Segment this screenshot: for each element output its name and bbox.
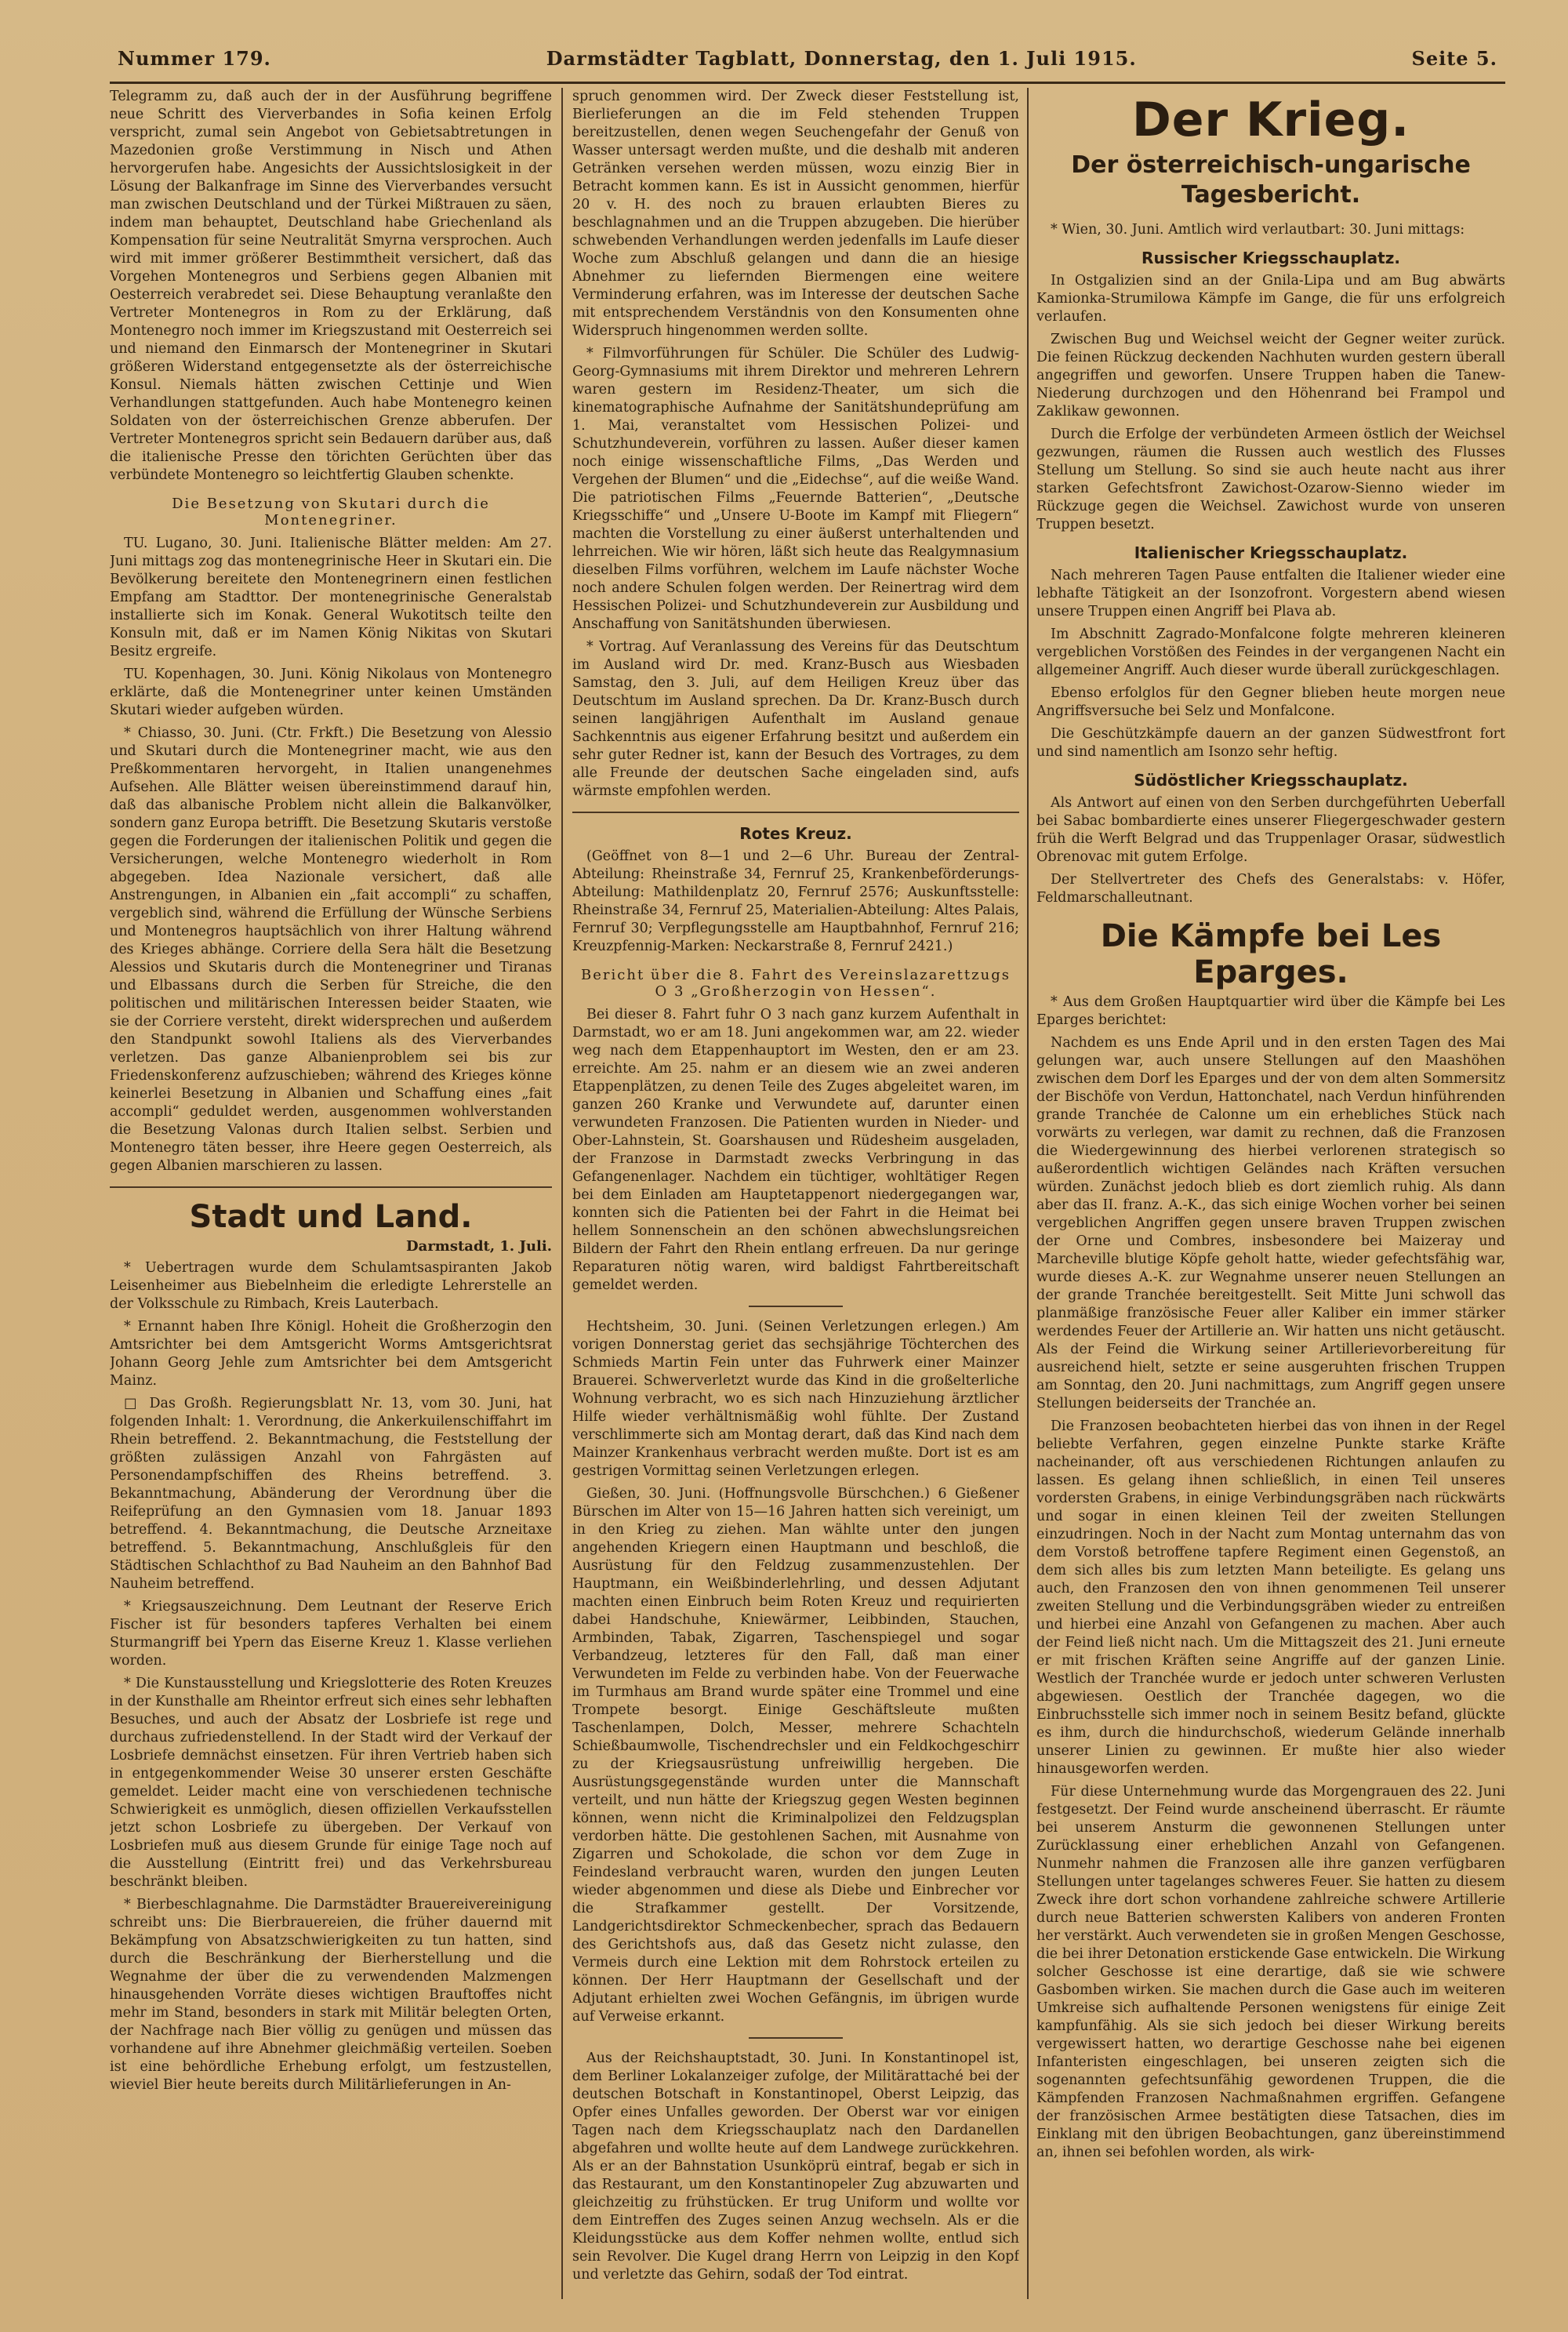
article-text: Durch die Erfolge der verbündeten Armeen östlich der Weichsel gezwungen, räumen die Russen auch westlich des Flusses Stellung um Stellung. So sind sie auch heute nacht aus ihrer starken Gefechtsfront Zawichost-Ozarow-Sienno wieder im Rückzuge gegen die Weichsel. Zawichost wurde von unseren Truppen besetzt. bbox=[1036, 427, 1505, 532]
article-text: Für diese Unternehmung wurde das Morgengrauen des 22. Juni festgesetzt. Der Feind wurde anscheinend überrascht. Er räumte bei unserem Ansturm die gewonnenen Stellungen unter Zurücklassung einer erheblichen Anzahl von Gefangenen. Nunmehr nahmen die Franzosen alle ihre ganzen verfügbaren Stellungen unter tagelanges schweres Feuer. Sie hatten zu diesem Zweck ihre dort schon vorhandene zahlreiche schwere Artillerie durch neue Batterien schwersten Kalibers von anderen Fronten her verstärkt. Auch verwendeten sie in großen Mengen Geschosse, die bei ihrer Detonation erstickende Gase entwickeln. Die Wirkung solcher Geschosse ist eine derartige, daß sie wie schwere Gasbomben wirken. Sie machen durch die Gase auch im weiteren Umkreise sich aufhaltende Personen wenigstens für einige Zeit kampfunfähig. Als sie sich jedoch bei dieser Wirkung bereits vergewissert hatten, wo derartige Geschosse nahe bei eigenen Infanteristen eingeschlagen, bei unseren zeigten sich die sogenannten gefechtsunfähig gewordenen Truppen, die die Kämpfenden Franzosen Nachmaßnahmen ergriffen. Gefangene der französischen Armee bestätigten diese Tatsachen, dies im Einklang mit den übrigen Beobachtungen, ganz übereinstimmend an, ihnen sei befohlen worden, als wirk- bbox=[1036, 1784, 1505, 2160]
section-heading: Rotes Kreuz. bbox=[739, 824, 852, 843]
article-text: Ebenso erfolglos für den Gegner blieben heute morgen neue Angriffsversuche bei Selz und Monfalcone. bbox=[1036, 685, 1505, 719]
section-heading: Russischer Kriegsschauplatz. bbox=[1142, 249, 1400, 267]
article-text: Zwischen Bug und Weichsel weicht der Gegner weiter zurück. Die feinen Rückzug deckenden Nachhuten wurden gestern überall angegriffen und geworfen. Unsere Truppen haben die Tanew-Niederung durchzogen und den Höhenrand bei Frampol und Zaklikaw gewonnen. bbox=[1036, 332, 1505, 420]
article-text: □ Das Großh. Regierungsblatt Nr. 13, vom 30. Juni, hat folgenden Inhalt: 1. Verordnung, die Ankerkuilenschiffahrt im Rhein betreffend. 2. Bekanntmachung, die Feststellung der größten zulässigen Anzahl von Fahrgästen auf Personendampfschiffen des Rheins betreffend. 3. Bekanntmachung, Abänderung der Verordnung über die Reifeprüfung an den Gymnasien vom 18. Januar 1893 betreffend. 4. Bekanntmachung, die Deutsche Arzneitaxe betreffend. 5. Bekanntmachung, Anschlußgleis für den Städtischen Schlachthof zu Bad Nauheim an den Bahnhof Bad Nauheim betreffend. bbox=[110, 1396, 552, 1592]
article-text: * Filmvorführungen für Schüler. Die Schüler des Ludwig-Georg-Gymnasiums mit ihrem Direktor und mehreren Lehrern waren gestern im Residenz-Theater, um sich die kinematographische Aufnahme der Sanitätshundeprüfung am 1. Mai, veranstaltet vom Hessischen Polizei- und Schutzhundeverein, vorführen zu lassen. Außer dieser kamen noch einige wissenschaftliche Films, „Das Werden und Vergehen der Blumen“ und die „Eidechse“, auf die weiße Wand. Die patriotischen Films „Feuernde Batterien“, „Deutsche Kriegsschiffe“ und „Unsere U-Boote im Kampf mit Fliegern“ machten die Vorstellung zu einer äußerst unterhaltenden und lehrreichen. Wie wir hören, läßt sich heute das Realgymnasium dieselben Films vorführen, welchem im Laufe nächster Woche noch andere Schulen folgen werden. Der Reinertrag wird dem Hessischen Polizei- und Schutzhundeverein zur Ausbildung und Anschaffung von Sanitätshunden überwiesen. bbox=[572, 346, 1019, 632]
article-text: Bei dieser 8. Fahrt fuhr O 3 nach ganz kurzem Aufenthalt in Darmstadt, wo er am 18. Juni angekommen war, am 22. wieder weg nach dem Etappenhauptort im Westen, den er am 23. erreichte. Am 25. nahm er an diesem wie an zwei anderen Etappenplätzen, zu denen Teile des Zuges abgeleitet waren, im ganzen 260 Kranke und Verwundete auf, darunter einen verwundeten Franzosen. Die Patienten wurden in Nieder- und Ober-Lahnstein, St. Goarshausen und Rüdesheim ausgeladen, der Franzose in Darmstadt zwecks Verbringung in das Gefangenenlager. Nachdem ein tüchtiger, wohltätiger Regen bei dem Einladen am Hauptetappenort niedergegangen war, konnten sich die Patienten bei der Fahrt in die Heimat bei hellem Sonnenschein an den schönen abwechslungsreichen Bildern der Fahrt den Rhein entlang erfreuen. Da nur geringe Reparaturen nötig waren, wird baldigst Fahrtbereitschaft gemeldet werden. bbox=[572, 1007, 1019, 1293]
short-separator bbox=[749, 1306, 843, 1307]
column-divider bbox=[1027, 88, 1029, 2299]
article-text: * Die Kunstausstellung und Kriegslotterie des Roten Kreuzes in der Kunsthalle am Rheintor erfreut sich eines sehr lebhaften Besuches, und auch der Absatz der Losbriefe ist rege und durchaus zufriedenstellend. In der Stadt wird der Verkauf der Losbriefe demnächst einsetzen. Für ihren Vertrieb haben sich in entgegenkommender Weise 30 unserer ersten Geschäfte gemeldet. Leider macht eine von verschiedenen technische Schwierigkeit es unmöglich, diesen offiziellen Verkaufsstellen jetzt schon Losbriefe zu übergeben. Der Verkauf von Losbriefen muß aus diesem Grunde für einige Tage noch auf die Ausstellung (Eintritt frei) und das Verkehrsbureau beschränkt bleiben. bbox=[110, 1676, 552, 1890]
article-text: Im Abschnitt Zagrado-Monfalcone folgte mehreren kleineren vergeblichen Vorstößen des Feindes in der vergangenen Nacht ein allgemeiner Angriff. Auch dieser wurde überall zurückgeschlagen. bbox=[1036, 627, 1505, 678]
column-1 bbox=[110, 88, 552, 2299]
section-separator bbox=[110, 1186, 552, 1188]
header-rule bbox=[110, 82, 1505, 84]
section-separator bbox=[572, 812, 1019, 813]
article-text: Die Franzosen beobachteten hierbei das von ihnen in der Regel beliebte Verfahren, gegen einzelne Punkte starke Kräfte nacheinander, oft aus verschiedenen Richtungen anlaufen zu lassen. Es gelang ihnen schließlich, in einen Teil unseres vordersten Grabens, in einige Verbindungsgräben nach rückwärts und sogar in einen kleinen Teil der zweiten Stellungen einzudringen. Noch in der Nacht zum Montag unternahm das von dem Vorstoß betroffene tapfere Regiment einen Gegenstoß, an dem sich alles bis zum letzten Mann beteiligte. Es gelang uns auch, den Franzosen den von ihnen genommenen Teil unserer zweiten Stellung und die Verbindungsgräben wieder zu entreißen und hierbei eine Anzahl von Gefangenen zu machen. Aber auch der Feind ließ nicht nach. Um die Mittagszeit des 21. Juni erneute er mit frischen Kräften seine Angriffe auf der ganzen Linie. Westlich der Tranchée wurde er jedoch unter schweren Verlusten abgewiesen. Oestlich der Tranchée dagegen, wo die Einbruchsstelle sich immer noch in seinem Besitz befand, glückte es ihm, durch die hindurchschoß, wiederum Gelände innerhalb unserer Linien zu gewinnen. Er mußte hier also wieder hinausgeworfen werden. bbox=[1036, 1418, 1505, 1777]
article-text: Nachdem es uns Ende April und in den ersten Tagen des Mai gelungen war, auch unsere Stellungen auf den Maashöhen zwischen dem Dorf les Eparges und der von dem alten Sommersitz der Bischöfe von Verdun, Hattonchatel, nach Verdun hinführenden grande Tranchée de Calonne um ein erhebliches Stück nach vorwärts zu verlegen, war damit zu rechnen, daß die Franzosen die Wiedergewinnung des hierbei verlorenen strategisch so außerordentlich wichtigen Geländes nach Kräften versuchen würden. Zunächst jedoch blieb es dort ziemlich ruhig. Als dann aber das II. franz. A.-K., das sich einige Wochen vorher bei seinen vergeblichen Angriffen gegen unsere braven Truppen zwischen der Orne und Combres, insbesondere bei Maizeray und Marcheville blutige Köpfe geholt hatte, wieder gefechtsfähig war, wurde dieses A.-K. zur Wegnahme unserer neuen Stellungen an der grande Tranchée bereitgestellt. Seit Mitte Juni schwoll das planmäßige französische Feuer aller Kaliber ein immer stärker werdendes Feuer der Artillerie an. Wir hatten uns nicht getäuscht. Als der Feind die Wirkung seiner Artillerievorbereitung für ausreichend hielt, setzte er seine ausgeruhten frischen Truppen am Sonntag, den 20. Juni nachmittags, zum Angriff gegen unsere Stellungen beiderseits der Tranchée an. bbox=[1036, 1035, 1505, 1411]
masthead bbox=[118, 47, 1497, 78]
article-text: (Geöffnet von 8—1 und 2—6 Uhr. Bureau der Zentral-Abteilung: Rheinstraße 34, Fernruf 25, Krankenbeförderungs-Abteilung: Mathildenplatz 20, Fernruf 2576; Auskunftsstelle: Rheinstraße 34, Fernruf 25, Materialien-Abteilung: Altes Palais, Fernruf 30; Verpflegungsstelle am Hauptbahnhof, Fernruf 216; Kreuzpfennig-Marken: Neckarstraße 8, Fernruf 2421.) bbox=[572, 848, 1019, 954]
column-divider bbox=[561, 88, 563, 2299]
article-text: Gießen, 30. Juni. (Hoffnungsvolle Bürschchen.) 6 Gießener Bürschen im Alter von 15—16 Jahren hatten sich vereinigt, um in den Krieg zu ziehen. Man wählte unter den jungen angehenden Kriegern einen Hauptmann und beschloß, die Ausrüstung für den Feldzug zusammenzustehlen. Der Hauptmann, ein Weißbinderlehrling, und dessen Adjutant machten einen Einbruch beim Roten Kreuz und requirierten dabei Handschuhe, Kniewärmer, Leibbinden, Stauchen, Armbinden, Tabak, Zigarren, Taschenspiegel und sogar Verbandzeug, letzteres für den Fall, daß man einer Verwundeten im Felde zu verbinden habe. Von der Feuerwache im Turmhaus am Brand wurde später eine Trommel und eine Trompete besorgt. Einige Geschäftsleute mußten Taschenlampen, Dolch, Messer, mehrere Schachteln Schießbaumwolle, Tischendrechsler und ein Feldkochgeschirr zu der Kriegsausrüstung unfreiwillig hergeben. Die Ausrüstungsgegenstände wurden unter die Mannschaft verteilt, und nun hätte der Kriegszug gegen Westen beginnen können, wenn nicht die Kriminalpolizei den Feldzugsplan verdorben hätte. Die gestohlenen Sachen, mit Ausnahme von Zigarren und Schokolade, die schon vor dem Zuge in Feindesland verbraucht waren, wurden den jungen Leuten wieder abgenommen und diese als Diebe und Einbrecher vor die Strafkammer gestellt. Der Vorsitzende, Landgerichtsdirektor Schmeckenbecher, sprach das Bedauern des Gerichtshofs aus, daß das Gesetz nicht zulasse, den Vermeis durch eine Lektion mit dem Rohrstock erteilen zu können. Der Herr Hauptmann der Gesellschaft und der Adjutant erhielten zwei Wochen Gefängnis, im übrigen wurde auf Verweise erkannt. bbox=[572, 1486, 1019, 2025]
article-text: * Aus dem Großen Hauptquartier wird über die Kämpfe bei Les Eparges berichtet: bbox=[1036, 994, 1505, 1028]
article-text: Telegramm zu, daß auch der in der Ausführung begriffene neue Schritt des Vierverbandes in Sofia keinen Erfolg verspricht, zumal sein Angebot von Gebietsabtretungen in Mazedonien große Verstimmung in Nisch und Athen hervorgerufen habe. Angesichts der Aussichtslosigkeit in der Lösung der Balkanfrage im Sinne des Vierverbandes versucht man zwischen Deutschland und der Türkei Mißtrauen zu säen, indem man behauptet, Deutschland habe Griechenland als Kompensation für seine Neutralität Smyrna versprochen. Auch wird mit immer größerer Bestimmtheit versichert, daß das Vorgehen Montenegros und Serbiens gegen Albanien mit Oesterreich verabredet sei. Diese Behauptung veranlaßte den Vertreter Montenegros in Rom zu der Erklärung, daß Montenegro noch immer im Kriegszustand mit Oesterreich sei und niemand den Einmarsch der Montenegriner in Skutari größeren Widerstand entgegensetzte als der österreichische Konsul. Niemals hätten zwischen Cettinje und Wien Verhandlungen stattgefunden. Auch habe Montenegro keinen Soldaten von der österreichischen Grenze abberufen. Der Vertreter Montenegros spricht sein Bedauern darüber aus, daß die italienische Presse den törichten Gerüchten über das verbündete Montenegro so leichtfertig Glauben schenkte. bbox=[110, 89, 552, 483]
article-text: TU. Lugano, 30. Juni. Italienische Blätter melden: Am 27. Juni mittags zog das montenegrinische Heer in Skutari ein. Die Bevölkerung bereitete den Montenegrinern einen festlichen Empfang am Stadttor. Der montenegrinische Generalstab installierte sich im Konak. General Wukotitsch teilte den Konsuln mit, daß er im Namen König Nikitas von Skutari Besitz ergreife. bbox=[110, 536, 552, 659]
article-text: * Ernannt haben Ihre Königl. Hoheit die Großherzogin den Amtsrichter bei dem Amtsgericht Worms Amtsgerichtsrat Johann Georg Jehle zum Amtsrichter bei dem Amtsgericht Mainz. bbox=[110, 1319, 552, 1389]
article-subheading: Bericht über die 8. Fahrt des Vereinslazarettzugs O 3 „Großherzogin von Hessen“. bbox=[581, 967, 1011, 1000]
dateline: Darmstadt, 1. Juli. bbox=[406, 1238, 552, 1255]
article-text: Die Geschützkämpfe dauern an der ganzen Südwestfront fort und sind namentlich am Isonzo sehr heftig. bbox=[1036, 726, 1505, 760]
column-3 bbox=[1036, 88, 1505, 2299]
article-text: spruch genommen wird. Der Zweck dieser Feststellung ist, Bierlieferungen an die im Feld stehenden Truppen bereitzustellen, denen wegen Seuchengefahr der Genuß von Wasser untersagt werden mußte, und die deshalb mit anderen Getränken versehen werden müssen, wozu einzig Bier in Betracht kommen kann. Es ist in Aussicht genommen, hierfür 20 v. H. des noch zu brauen erlaubten Bieres zu beschlagnahmen und an die Truppen abzugeben. Die hierüber schwebenden Verhandlungen werden jedenfalls im Laufe dieser Woche zum Abschluß gelangen und dann die an hiesige Abnehmer zu liefernden Biermengen eine weitere Verminderung erfahren, was im Interesse der deutschen Sache mit entsprechendem Verständnis von den Konsumenten ohne Widerspruch hingenommen werden sollte. bbox=[572, 89, 1019, 339]
page-number: Seite 5. bbox=[1411, 47, 1497, 70]
article-text: * Bierbeschlagnahme. Die Darmstädter Brauereivereinigung schreibt uns: Die Bierbrauereien, die früher dauernd mit Bekämpfung von Absatzschwierigkeiten zu tun hatten, sind durch die Beschränkung der Bierherstellung und die Wegnahme der über die zu verwendenden Malzmengen hinausgehenden Vorräte dieses wichtigen Brauftoffes nicht mehr im Stand, besonders in stark mit Militär belegten Orten, der Nachfrage nach Bier völlig zu genügen und müssen das vorhandene auf ihre Abnehmer gleichmäßig verteilen. Soeben ist eine behördliche Erhebung erfolgt, um festzustellen, wieviel Bier heute bereits durch Militärlieferungen in An- bbox=[110, 1897, 552, 2093]
article-text: TU. Kopenhagen, 30. Juni. König Nikolaus von Montenegro erklärte, daß die Montenegriner unter keinen Umständen Skutari wieder aufgeben würden. bbox=[110, 667, 552, 718]
article-text: Aus der Reichshauptstadt, 30. Juni. In Konstantinopel ist, dem Berliner Lokalanzeiger zufolge, der Militärattaché bei der deutschen Botschaft in Konstantinopel, Oberst Leipzig, das Opfer eines Unfalles geworden. Der Oberst war vor einigen Tagen nach dem Kriegsschauplatz nach den Dardanellen abgefahren und wollte heute auf dem Landwege zurückkehren. Als er an der Bahnstation Usunköprü eintraf, begab er sich in das Restaurant, um den Konstantinopeler Zug abzuwarten und gleichzeitig zu frühstücken. Er trug Uniform und wollte vor dem Eintreffen des Zuges seinen Anzug wechseln. Als er die Kleidungsstücke aus dem Koffer nehmen wollte, entlud sich sein Revolver. Die Kugel drang Herrn von Leipzig in den Kopf und verletzte das Gehirn, sodaß der Tod eintrat. bbox=[572, 2050, 1019, 2283]
article-title: Die Kämpfe bei Les Eparges. bbox=[1100, 918, 1442, 990]
section-heading: Italienischer Kriegsschauplatz. bbox=[1134, 543, 1408, 562]
article-text: * Chiasso, 30. Juni. (Ctr. Frkft.) Die Besetzung von Alessio und Skutari durch die Montenegriner macht, wie aus den Preßkommentaren hervorgeht, in Italien unangenehmes Aufsehen. Alle Blätter weisen übereinstimmend darauf hin, daß das albanische Problem nicht allein die Balkanvölker, sondern ganz Europa betrifft. Die Besetzung Skutaris verstoße gegen die Forderungen der italienischen Politik und gegen die Versicherungen, welche Montenegro wiederholt in Rom abgegeben. Idea Nazionale versichert, daß alle Anstrengungen, in Albanien ein „fait accompli“ zu schaffen, vergeblich sind, während die Erfüllung der Wünsche Serbiens und Montenegros hauptsächlich von ihrer Haltung während des Krieges abhänge. Corriere della Sera hält die Besetzung Alessios und Skutaris durch die Montenegriner und Tiranas und Elbassans durch die Serben für Streiche, die den politischen und militärischen Interessen beider Staaten, wie sie der Corriere versteht, direkt widersprechen und außerdem den Standpunkt sowohl Italiens als des Vierverbandes verletzen. Das ganze Albanienproblem sei bis zur Friedenskonferenz aufzuschieben; während des Krieges könne keinerlei Besetzung in Albanien und Schaffung eines „fait accompli“ geduldet werden, ausgenommen wohlverstanden die Besetzung Valonas durch Italien selbst. Serbien und Montenegro täten besser, ihre Heere gegen Oesterreich, als gegen Albanien marschieren zu lassen. bbox=[110, 725, 552, 1174]
short-separator bbox=[749, 2037, 843, 2039]
issue-number: Nummer 179. bbox=[118, 47, 271, 70]
article-text: Nach mehreren Tagen Pause entfalten die Italiener wieder eine lebhafte Tätigkeit an der Isonzofront. Vorgestern abend wiesen unsere Truppen einen Angriff bei Plava ab. bbox=[1036, 568, 1505, 619]
section-heading: Südöstlicher Kriegsschauplatz. bbox=[1134, 771, 1408, 790]
article-text: Hechtsheim, 30. Juni. (Seinen Verletzungen erlegen.) Am vorigen Donnerstag geriet das sechsjährige Töchterchen des Schmieds Martin Fein unter das Fuhrwerk einer Mainzer Brauerei. Schwerverletzt wurde das Kind in die großelterliche Wohnung verbracht, wo es sich nach Hinzuziehung ärztlicher Hilfe wieder verhältnismäßig wohl fühlte. Der Zustand verschlimmerte sich am Montag derart, daß das Kind nach dem Mainzer Krankenhaus verbracht werden mußte. Dort ist es am gestrigen Vormittag seinen Verletzungen erlegen. bbox=[572, 1319, 1019, 1479]
article-text: * Vortrag. Auf Veranlassung des Vereins für das Deutschtum im Ausland wird Dr. med. Kranz-Busch aus Wiesbaden Samstag, den 3. Juli, auf dem Heiligen Kreuz über das Deutschtum im Ausland sprechen. Da Dr. Kranz-Busch durch seinen langjährigen Aufenthalt im Ausland genaue Sachkenntnis aus eigener Erfahrung besitzt und außerdem ein sehr guter Redner ist, kann der Besuch des Vortrages, zu dem alle Freunde der deutschen Sache eingeladen sind, aufs wärmste empfohlen werden. bbox=[572, 639, 1019, 799]
war-report-title: Der österreichisch-ungarische Tagesbericht. bbox=[1071, 151, 1471, 209]
article-text: * Kriegsauszeichnung. Dem Leutnant der Reserve Erich Fischer ist für besonders tapferes Verhalten bei einem Sturmangriff bei Ypern das Eiserne Kreuz 1. Klasse verliehen worden. bbox=[110, 1599, 552, 1669]
article-signature: Der Stellvertreter des Chefs des Generalstabs: v. Höfer, Feldmarschalleutnant. bbox=[1036, 872, 1505, 906]
war-section-title: Der Krieg. bbox=[1131, 93, 1410, 147]
article-text: In Ostgalizien sind an der Gnila-Lipa und am Bug abwärts Kamionka-Strumilowa Kämpfe im Gange, die für uns erfolgreich verlaufen. bbox=[1036, 273, 1505, 325]
article-subheading: Die Besetzung von Skutari durch die Montenegriner. bbox=[172, 496, 490, 529]
article-text: * Uebertragen wurde dem Schulamtsaspiranten Jakob Leisenheimer aus Biebelnheim die erledigte Lehrerstelle an der Volksschule zu Rimbach, Kreis Lauterbach. bbox=[110, 1260, 552, 1312]
article-text: * Wien, 30. Juni. Amtlich wird verlautbart: 30. Juni mittags: bbox=[1051, 222, 1465, 238]
newspaper-title: Darmstädter Tagblatt, Donnerstag, den 1. Juli 1915. bbox=[546, 47, 1137, 70]
section-title: Stadt und Land. bbox=[189, 1199, 473, 1235]
column-2 bbox=[572, 88, 1019, 2299]
article-text: Als Antwort auf einen von den Serben durchgeführten Ueberfall bei Sabac bombardierte eines unserer Fliegergeschwader gestern früh die Werft Belgrad und das Truppenlager Orasar, südwestlich Obrenovac mit gutem Erfolge. bbox=[1036, 795, 1505, 865]
